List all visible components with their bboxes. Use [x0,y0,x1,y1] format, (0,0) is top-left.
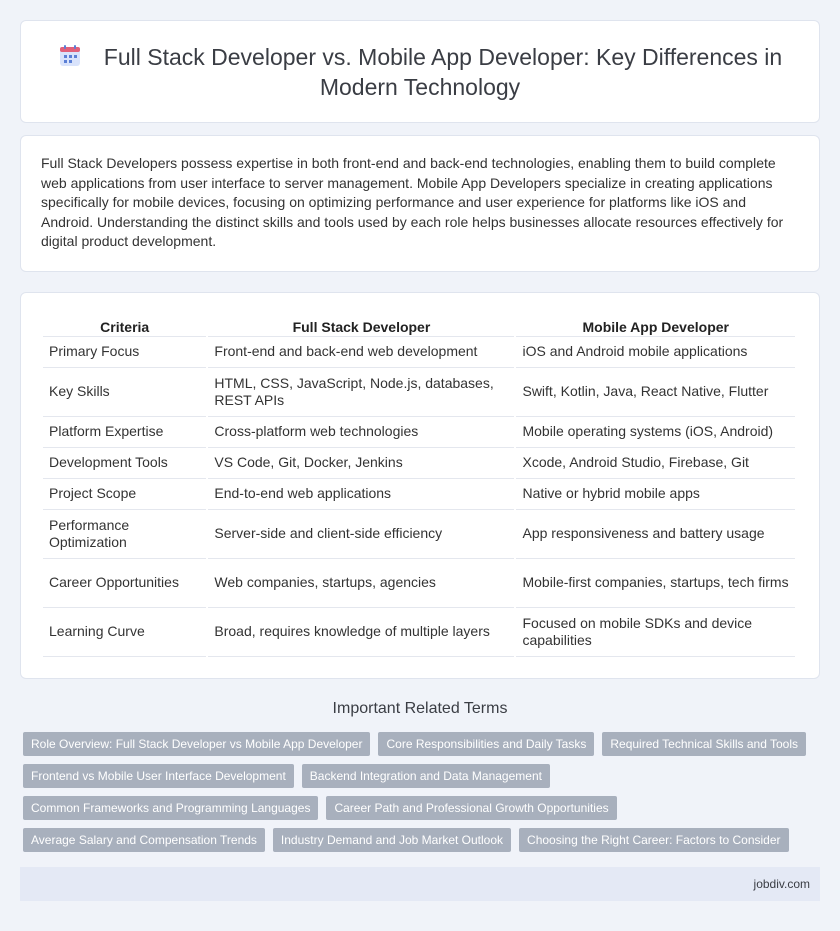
table-row [43,417,795,448]
related-term-tag[interactable]: Common Frameworks and Programming Languages [23,796,318,820]
related-term-tag[interactable]: Core Responsibilities and Daily Tasks [378,732,594,756]
full-stack-cell: Web companies, startups, agencies [208,559,514,608]
full-stack-cell: Cross-platform web technologies [208,417,514,448]
full-stack-cell: Front-end and back-end web development [208,337,514,368]
mobile-app-cell: Focused on mobile SDKs and device capabilities [516,608,795,657]
related-term-tag[interactable]: Choosing the Right Career: Factors to Consider [519,828,788,852]
criteria-cell: Key Skills [43,368,206,417]
related-terms-title: Important Related Terms [332,700,508,717]
mobile-app-cell: Swift, Kotlin, Java, React Native, Flutter [516,368,795,417]
full-stack-cell: Broad, requires knowledge of multiple layers [208,608,514,657]
mobile-app-cell: Xcode, Android Studio, Firebase, Git [516,448,795,479]
related-term-tag[interactable]: Frontend vs Mobile User Interface Development [23,764,294,788]
table-row [43,337,795,368]
intro-paragraph: Full Stack Developers possess expertise in both front-end and back-end technologies, enabling them to build complete web applications from user interface to server management. Mobile App Developers specialize in creating applications specifically for mobile devices, focusing on optimizing performance and user experience for platforms like iOS and Android. Understanding the distinct skills and tools used by each role helps businesses allocate resources effectively for digital product development. [41,155,784,250]
page-title [45,42,795,102]
header-card [20,20,820,123]
table-header-row [43,313,795,337]
table-row [43,510,795,559]
mobile-app-cell: iOS and Android mobile applications [516,337,795,368]
criteria-cell: Career Opportunities [43,559,206,608]
full-stack-cell: Server-side and client-side efficiency [208,510,514,559]
table-row [43,479,795,510]
intro-card [20,135,820,272]
criteria-cell: Learning Curve [43,608,206,657]
mobile-app-cell: Mobile-first companies, startups, tech firms [516,559,795,608]
mobile-app-cell: Native or hybrid mobile apps [516,479,795,510]
criteria-cell: Platform Expertise [43,417,206,448]
calendar-icon [58,44,82,68]
comparison-table [41,313,797,657]
mobile-app-cell: App responsiveness and battery usage [516,510,795,559]
table-row [43,368,795,417]
criteria-cell: Project Scope [43,479,206,510]
full-stack-cell: End-to-end web applications [208,479,514,510]
table-row [43,448,795,479]
related-term-tag[interactable]: Backend Integration and Data Management [302,764,550,788]
related-term-tag[interactable]: Average Salary and Compensation Trends [23,828,265,852]
header-mobile-app: Mobile App Developer [516,313,795,337]
related-terms-list [23,732,823,860]
table-row [43,608,795,657]
header-criteria: Criteria [43,313,206,337]
full-stack-cell: VS Code, Git, Docker, Jenkins [208,448,514,479]
mobile-app-cell: Mobile operating systems (iOS, Android) [516,417,795,448]
footer [20,867,820,901]
comparison-table-card [20,292,820,679]
related-term-tag[interactable]: Industry Demand and Job Market Outlook [273,828,511,852]
header-full-stack: Full Stack Developer [208,313,514,337]
criteria-cell: Primary Focus [43,337,206,368]
criteria-cell: Performance Optimization [43,510,206,559]
page-title-text: Full Stack Developer vs. Mobile App Developer: Key Differences in Modern Technology [103,43,783,100]
footer-site-link[interactable]: jobdiv.com [753,877,810,891]
criteria-cell: Development Tools [43,448,206,479]
related-term-tag[interactable]: Career Path and Professional Growth Opportunities [326,796,616,820]
related-term-tag[interactable]: Role Overview: Full Stack Developer vs Mobile App Developer [23,732,370,756]
table-row [43,559,795,608]
related-term-tag[interactable]: Required Technical Skills and Tools [602,732,806,756]
full-stack-cell: HTML, CSS, JavaScript, Node.js, databases, REST APIs [208,368,514,417]
